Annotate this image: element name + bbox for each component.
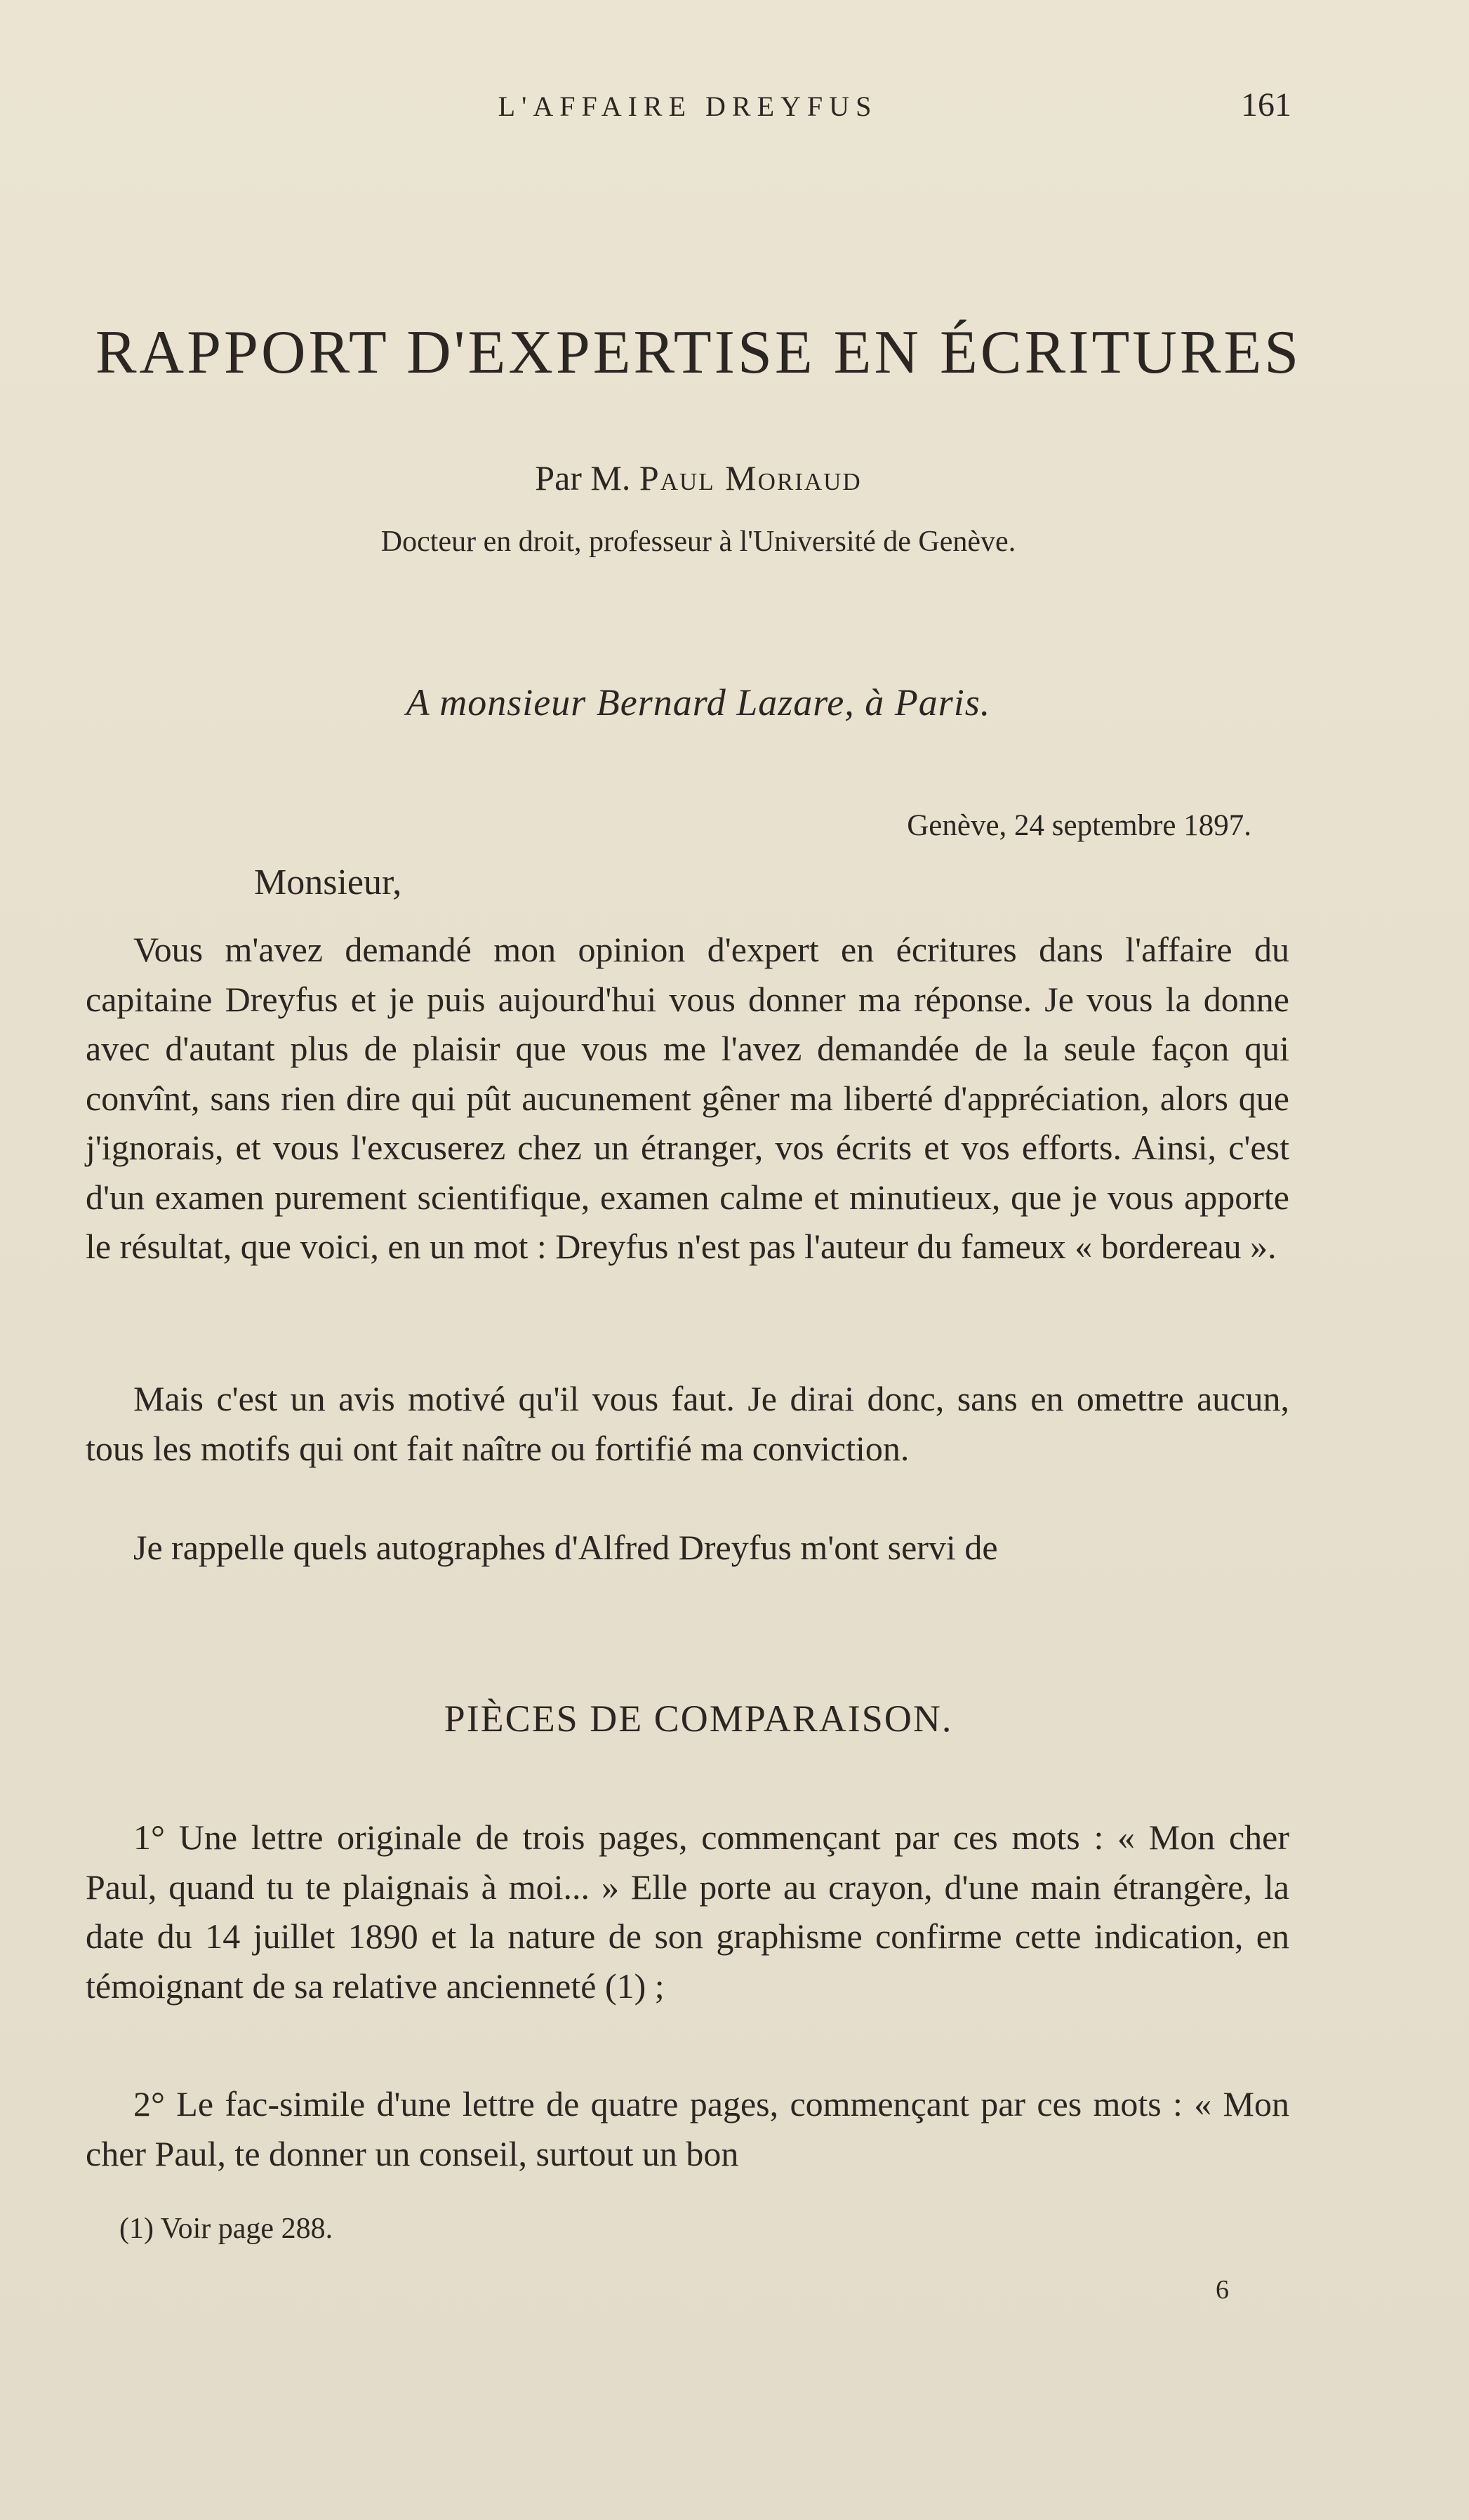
- section-heading: PIÈCES DE COMPARAISON.: [444, 1698, 953, 1740]
- section-item-1: [86, 1813, 1289, 2011]
- paragraph-text: Vous m'avez demandé mon opinion d'expert en écritures dans l'affaire du capitaine Dreyfus et je puis aujourd'hui vous donner ma réponse. Je vous la donne avec d'autant plus de plaisir que vous me l'avez demandée de la seule façon qui convînt, sans rien dire qui pût aucunement gêner ma liberté d'appréciation, alors que j'ignorais, et vous l'excuserez chez un étranger, vos écrits et vos efforts. Ainsi, c'est d'un examen purement scientifique, examen calme et minutieux, que je vous apporte le résultat, que voici, en un mot : Dreyfus n'est pas l'auteur du fameux « bordereau ».: [86, 930, 1289, 1266]
- body-paragraph-2: [86, 1374, 1289, 1473]
- running-header: [84, 86, 1291, 132]
- paragraph-text: 2° Le fac-simile d'une lettre de quatre pages, commençant par ces mots : « Mon cher Paul, te donner un conseil, surtout un bon: [86, 2084, 1289, 2173]
- body-paragraph-3: [86, 1523, 1289, 1573]
- letter-salutation: Monsieur,: [254, 862, 402, 902]
- body-paragraph-1: [86, 925, 1289, 1272]
- byline: [70, 458, 1327, 498]
- paragraph-text: Je rappelle quels autographes d'Alfred Dreyfus m'ont servi de: [133, 1528, 998, 1567]
- page-number: 161: [1241, 86, 1291, 124]
- running-title: L'AFFAIRE DREYFUS: [498, 91, 878, 122]
- letter-dateline: Genève, 24 septembre 1897.: [907, 809, 1251, 842]
- section-item-2: [86, 2079, 1289, 2178]
- letter-addressee: A monsieur Bernard Lazare, à Paris.: [406, 681, 991, 724]
- paragraph-text: Mais c'est un avis motivé qu'il vous faut. Je dirai donc, sans en omettre aucun, tous les motifs qui ont fait naître ou fortifié ma conviction.: [86, 1379, 1289, 1468]
- footnote: (1) Voir page 288.: [119, 2213, 333, 2245]
- author-affiliation: Docteur en droit, professeur à l'Université de Genève.: [380, 526, 1016, 558]
- paragraph-text: 1° Une lettre originale de trois pages, commençant par ces mots : « Mon cher Paul, quand tu te plaignais à moi... » Elle porte au crayon, d'une main étrangère, la date du 14 juillet 1890 et la nature de son graphisme confirme cette indication, en témoignant de sa relative ancienneté (1) ;: [86, 1818, 1289, 2006]
- author-name: Paul Moriaud: [639, 458, 862, 498]
- signature-mark: 6: [1216, 2275, 1229, 2305]
- byline-prefix: Par M.: [535, 458, 631, 498]
- report-title: RAPPORT D'EXPERTISE EN ÉCRITURES: [95, 319, 1302, 387]
